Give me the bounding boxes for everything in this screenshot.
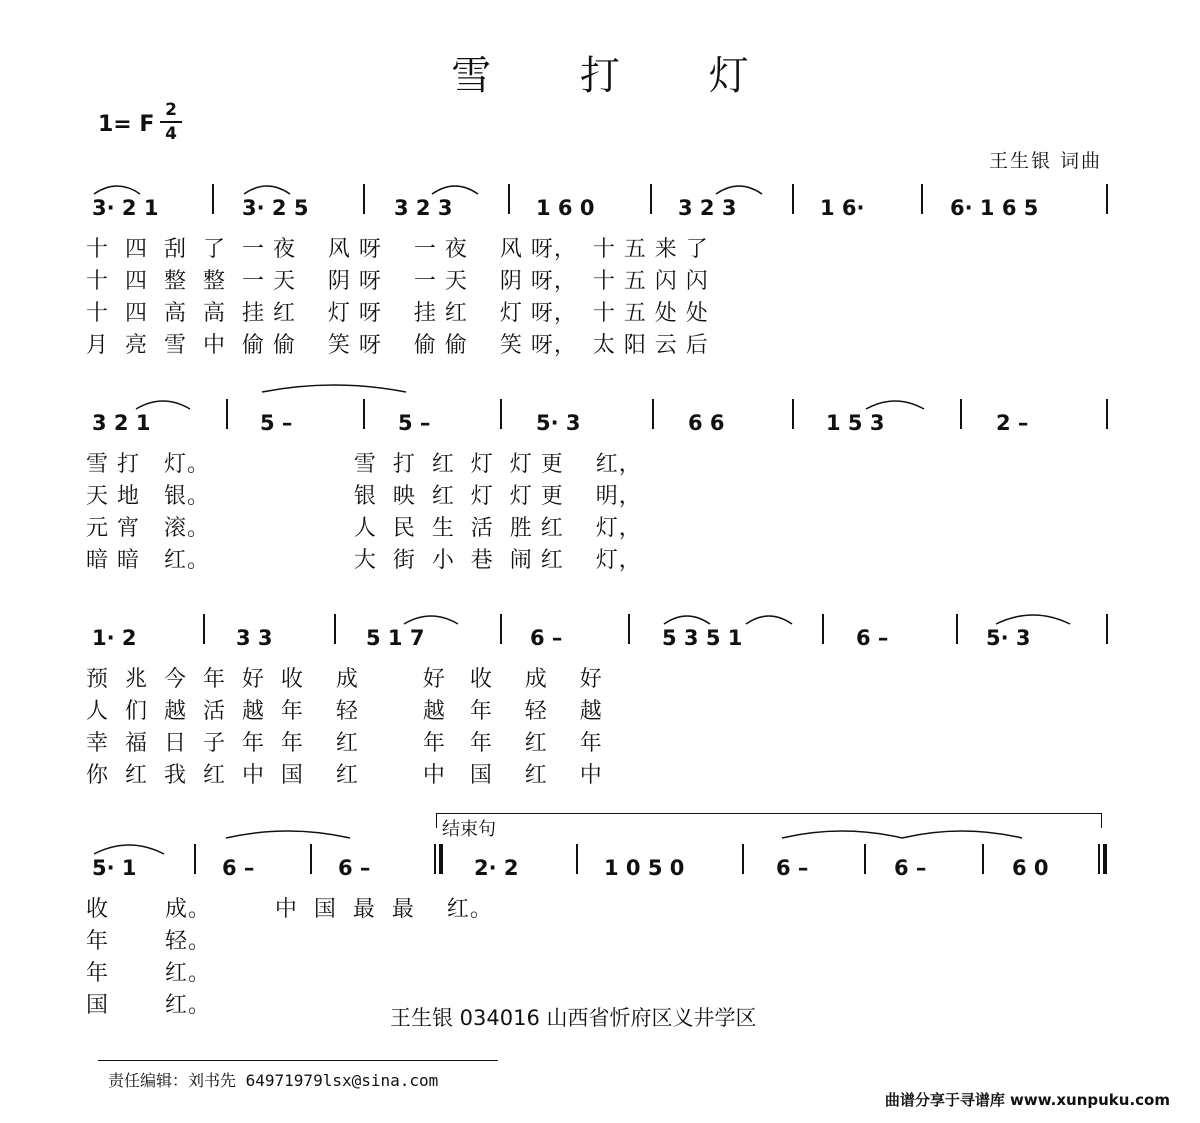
- measure: 5 –: [398, 411, 431, 435]
- slur: [782, 831, 902, 838]
- slur: [432, 186, 478, 194]
- author-address: 王生银 034016 山西省忻府区义井学区: [390, 1006, 757, 1030]
- lyric-verse-4: 月 亮 雪 中 偷 偷 笑 呀 偷 偷 笑 呀， 太 阳 云 后: [86, 333, 709, 358]
- measure: 5· 3: [536, 411, 581, 435]
- lyric-verse-3: 幸 福 日 子 年 年 红 年 年 红 年: [86, 731, 603, 756]
- measure: 1· 2: [92, 626, 137, 650]
- slur: [94, 845, 164, 854]
- lyric-verse-2: 年 轻。: [86, 929, 211, 954]
- slur: [716, 186, 762, 194]
- ending-label: 结束句: [442, 819, 496, 840]
- slur: [996, 615, 1070, 624]
- measure: 6· 1 6 5: [950, 196, 1039, 220]
- slur: [404, 616, 458, 624]
- slur: [746, 616, 792, 624]
- composer-credit: 王生银 词曲: [988, 150, 1102, 172]
- measure: 5 1 7: [366, 626, 425, 650]
- measure: 5 –: [260, 411, 293, 435]
- lyric-verse-1: 收 成。 中 国 最 最 红。: [86, 897, 493, 922]
- measure: 6 –: [530, 626, 563, 650]
- footer-divider: [98, 1060, 498, 1061]
- slur: [136, 401, 190, 409]
- lyric-verse-4: 国 红。: [86, 993, 211, 1018]
- measure: 1 0 5 0: [604, 856, 685, 880]
- lyric-verse-1: 预 兆 今 年 好 收 成 好 收 成 好: [86, 667, 603, 692]
- slur: [902, 831, 1022, 838]
- measure: 3 3: [236, 626, 273, 650]
- measure: 3 2 3: [678, 196, 737, 220]
- measure: 2· 2: [474, 856, 519, 880]
- measure: 3· 2 1: [92, 196, 159, 220]
- measure: 2 –: [996, 411, 1029, 435]
- slur: [866, 401, 924, 409]
- lyric-verse-1: 雪 打 灯。 雪 打 红 灯 灯 更 红，: [86, 452, 642, 477]
- measure: 5· 1: [92, 856, 137, 880]
- slur: [226, 831, 350, 838]
- measure: 5 3 5 1: [662, 626, 743, 650]
- meter-bottom: 4: [165, 124, 177, 144]
- measure: 6 6: [688, 411, 725, 435]
- slur: [244, 186, 290, 194]
- measure: 6 –: [894, 856, 927, 880]
- key-signature: 1= F: [98, 112, 155, 137]
- measure: 1 6·: [820, 196, 865, 220]
- measure: 3 2 3: [394, 196, 453, 220]
- measure: 3· 2 5: [242, 196, 309, 220]
- lyric-verse-3: 十 四 高 高 挂 红 灯 呀 挂 红 灯 呀， 十 五 处 处: [86, 301, 709, 326]
- meter-top: 2: [165, 100, 177, 120]
- slur: [262, 385, 406, 392]
- lyric-verse-4: 暗 暗 红。 大 街 小 巷 闹 红 灯，: [86, 548, 642, 573]
- measure: 1 5 3: [826, 411, 885, 435]
- song-title: 雪 打 灯: [451, 53, 787, 99]
- measure: 6 0: [1012, 856, 1049, 880]
- measure: 3 2 1: [92, 411, 151, 435]
- lyric-verse-2: 人 们 越 活 越 年 轻 越 年 轻 越: [86, 699, 603, 724]
- lyric-verse-3: 元 宵 滚。 人 民 生 活 胜 红 灯，: [86, 516, 642, 541]
- measure: 6 –: [222, 856, 255, 880]
- measure: 6 –: [776, 856, 809, 880]
- measure: 6 –: [856, 626, 889, 650]
- slur: [94, 186, 140, 194]
- measure: 6 –: [338, 856, 371, 880]
- lyric-verse-4: 你 红 我 红 中 国 红 中 国 红 中: [86, 763, 603, 788]
- lyric-verse-2: 十 四 整 整 一 天 阴 呀 一 天 阴 呀， 十 五 闪 闪: [86, 269, 709, 294]
- measure: 5· 3: [986, 626, 1031, 650]
- slur: [664, 616, 710, 624]
- source-site: 曲谱分享于寻谱库 www.xunpuku.com: [884, 1091, 1170, 1109]
- measure: 1 6 0: [536, 196, 595, 220]
- lyric-verse-3: 年 红。: [86, 961, 211, 986]
- lyric-verse-1: 十 四 刮 了 一 夜 风 呀 一 夜 风 呀， 十 五 来 了: [86, 237, 709, 262]
- editor-credit: 责任编辑：刘书先 64971979lsx@sina.com: [108, 1071, 439, 1090]
- lyric-verse-2: 天 地 银。 银 映 红 灯 灯 更 明，: [86, 484, 642, 509]
